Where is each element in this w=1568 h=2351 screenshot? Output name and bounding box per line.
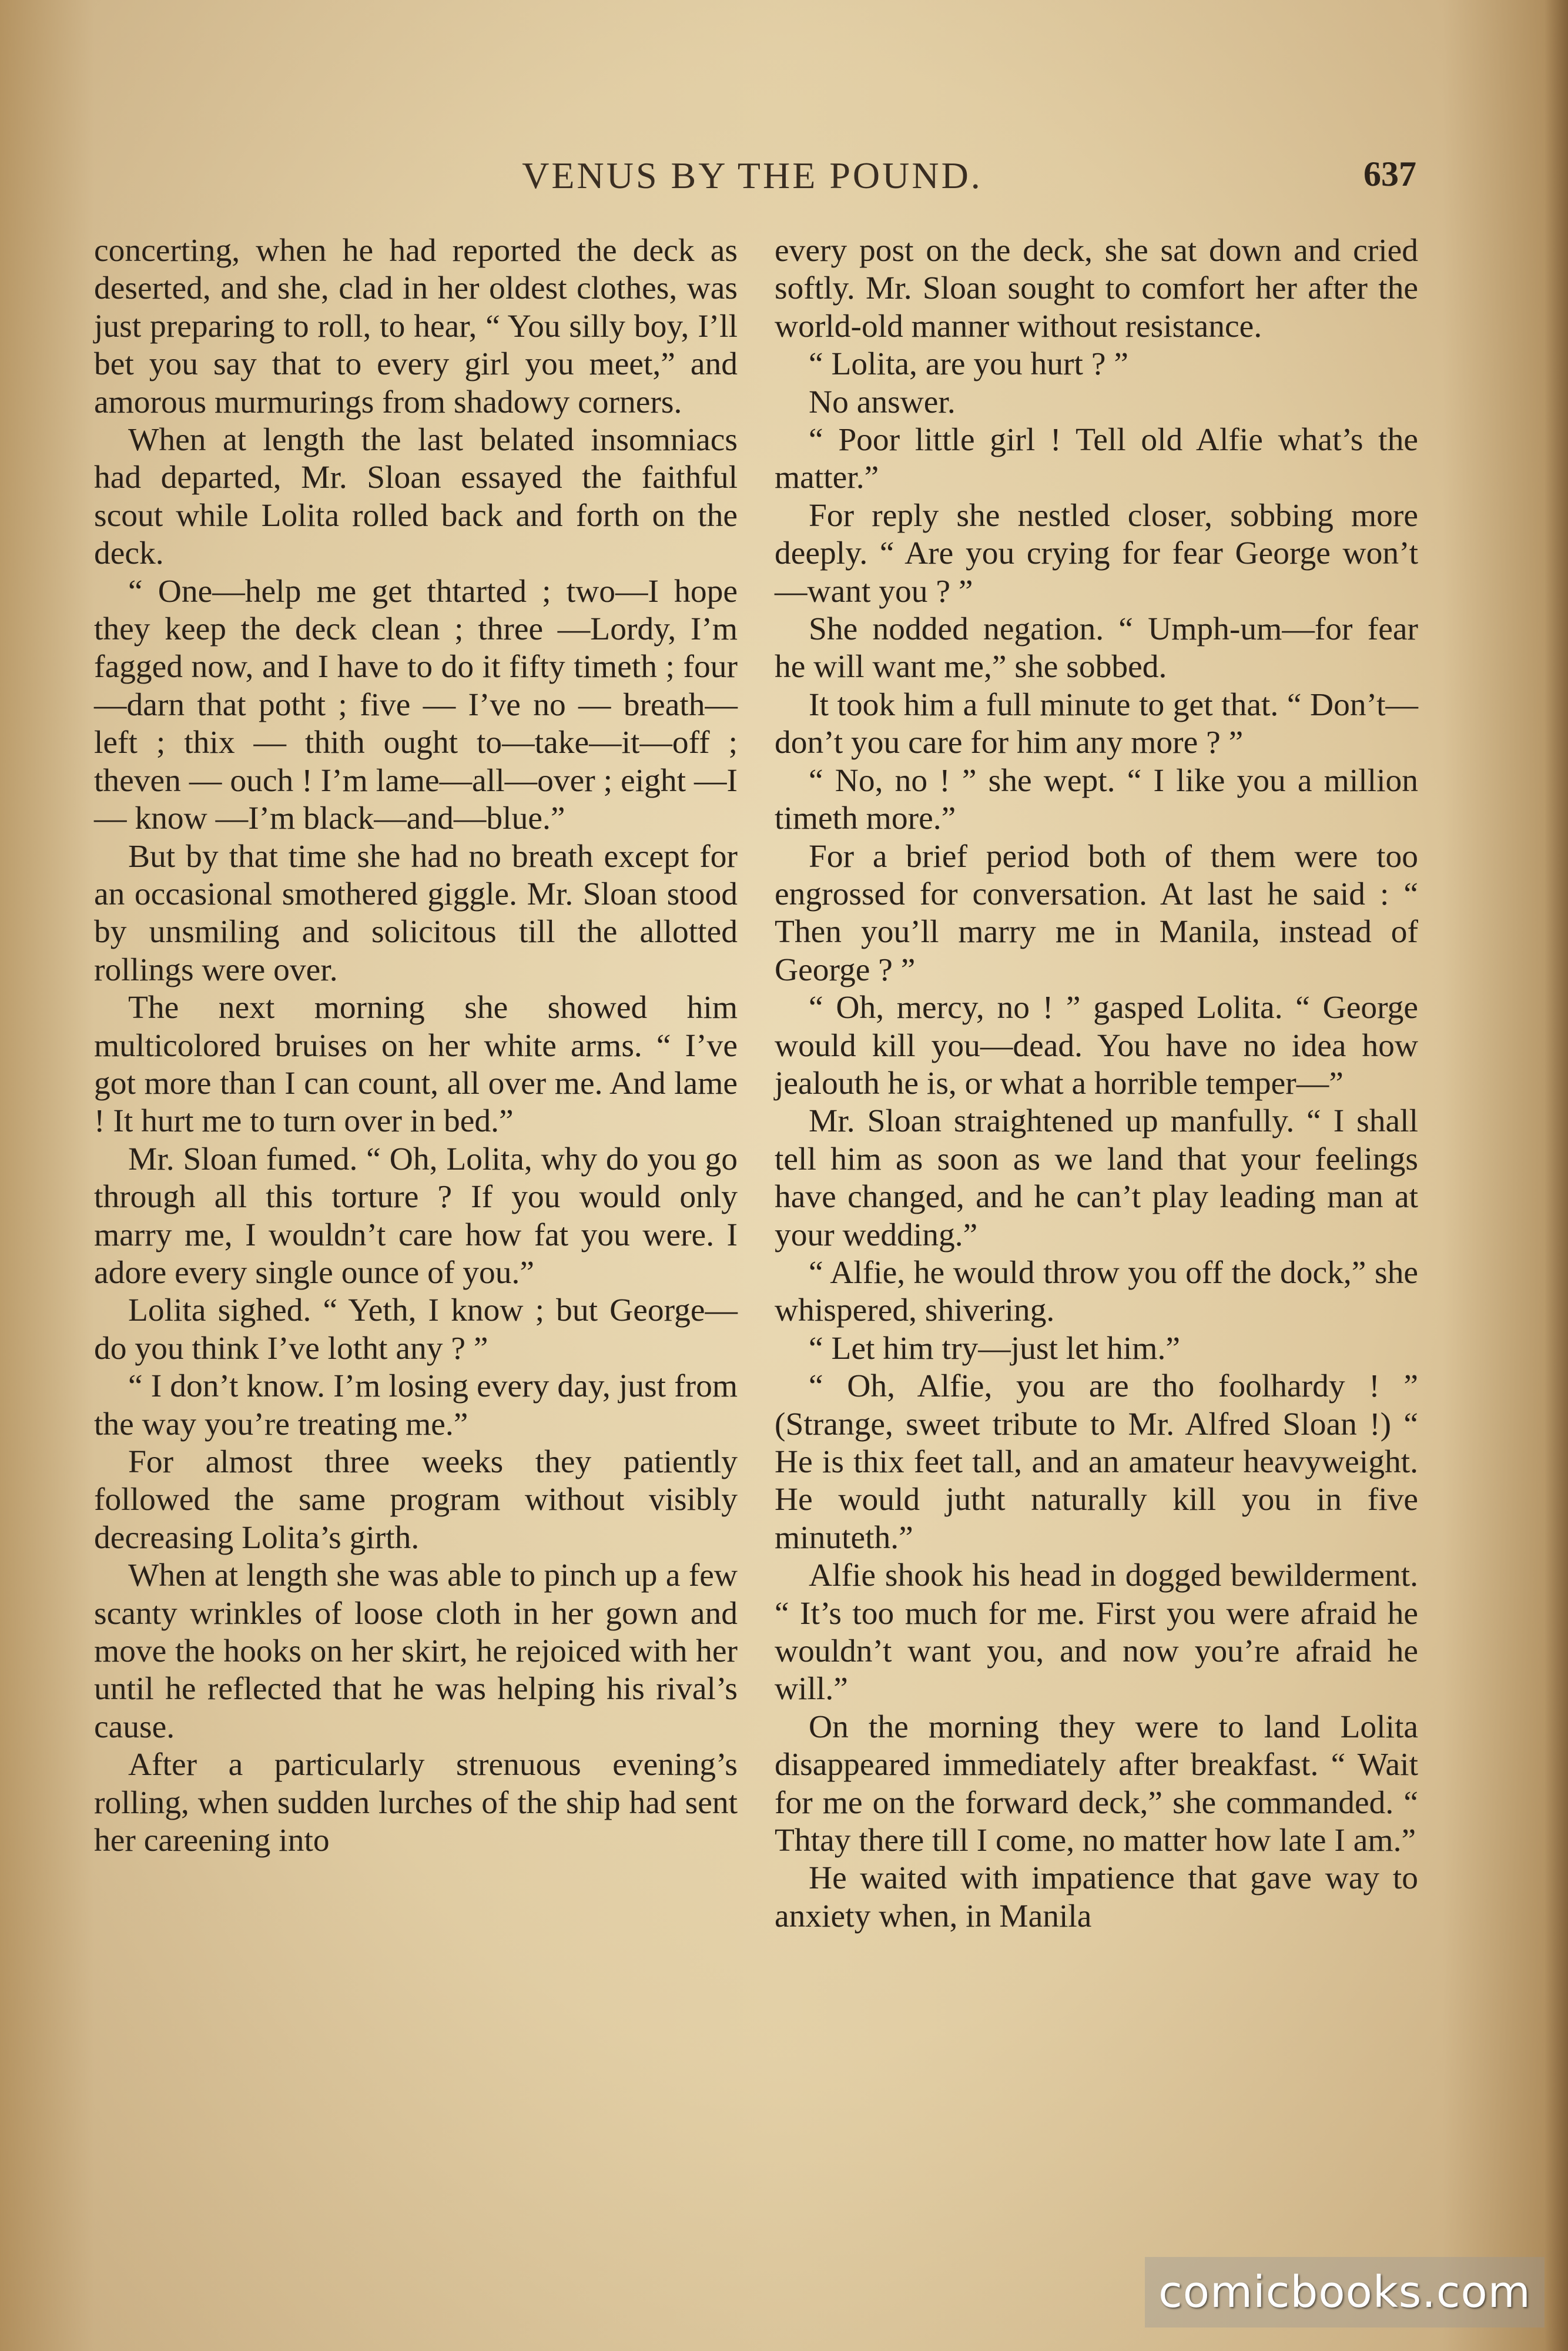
paragraph: Alfie shook his head in dogged bewilderment. “ It’s too much for me. First you were afraid he wouldn’t want you, and now you’re afraid he will.” — [775, 1558, 1418, 1707]
text-column-left — [94, 232, 738, 1860]
paragraph: “ Oh, mercy, no ! ” gasped Lolita. “ George would kill you—dead. You have no idea how jealouth he is, or what a horrible temper—” — [775, 990, 1418, 1101]
paragraph: But by that time she had no breath except for an occasional smothered giggle. Mr. Sloan stood by unsmiling and solicitous till the allotted rollings were over. — [94, 838, 738, 988]
paragraph: After a particularly strenuous evening’s rolling, when sudden lurches of the ship had sent her careening into — [94, 1747, 738, 1859]
paragraph: For a brief period both of them were too engrossed for conversation. At last he said : “ Then you’ll marry me in Manila, instead of George ? ” — [775, 838, 1418, 988]
paragraph: The next morning she showed him multicolored bruises on her white arms. “ I’ve got more than I can count, all over me. And lame ! It hurt me to turn over in bed.” — [94, 990, 738, 1140]
paragraph: On the morning they were to land Lolita disappeared immediately after breakfast. “ Wait for me on the forward deck,” she commanded. “ Thtay there till I come, no matter how late I am.” — [775, 1709, 1418, 1859]
paragraph: “ One—help me get thtarted ; two—I hope they keep the deck clean ; three —Lordy, I’m fagged now, and I have to do it fifty timeth ; four—darn that potht ; five — I’ve no — breath—left ; thix — thith ought to—take—it—off ; theven — ouch ! I’m lame—all—over ; eight —I — know —I’m black—and—blue.” — [94, 573, 738, 837]
paragraph: “ No, no ! ” she wept. “ I like you a million timeth more.” — [775, 762, 1418, 837]
paragraph: Lolita sighed. “ Yeth, I know ; but George—do you think I’ve lotht any ? ” — [94, 1292, 738, 1367]
text-column-right — [775, 232, 1418, 1935]
paragraph: “ Alfie, he would throw you off the dock,” she whispered, shivering. — [775, 1254, 1418, 1329]
paragraph: For reply she nestled closer, sobbing more deeply. “ Are you crying for fear George won’t—want you ? ” — [775, 497, 1418, 609]
paragraph: “ Oh, Alfie, you are tho foolhardy ! ” (Strange, sweet tribute to Mr. Alfred Sloan !) “ He is thix feet tall, and an amateur heavyweight. He would jutht naturally kill you in five minuteth.” — [775, 1368, 1418, 1556]
site-watermark: comicbooks.com — [1145, 2257, 1544, 2327]
paragraph: “ Poor little girl ! Tell old Alfie what’s the matter.” — [775, 422, 1418, 496]
paragraph: “ Lolita, are you hurt ? ” — [809, 346, 1128, 383]
paragraph: When at length the last belated insomniacs had departed, Mr. Sloan essayed the faithful scout while Lolita rolled back and forth on the deck. — [94, 422, 738, 572]
page-edge-shadow — [1544, 0, 1568, 2351]
paragraph: every post on the deck, she sat down and cried softly. Mr. Sloan sought to comfort her after the world-old manner without resistance. — [775, 233, 1418, 344]
paragraph: It took him a full minute to get that. “ Don’t—don’t you care for him any more ? ” — [775, 686, 1418, 761]
paragraph: Mr. Sloan fumed. “ Oh, Lolita, why do you go through all this torture ? If you would only marry me, I wouldn’t care how fat you were. I adore every single ounce of you.” — [94, 1141, 738, 1291]
paragraph: When at length she was able to pinch up a few scanty wrinkles of loose cloth in her gown and move the hooks on her skirt, he rejoiced with her until he reflected that he was helping his rival’s cause. — [94, 1558, 738, 1745]
page-header — [88, 154, 1416, 201]
paragraph: For almost three weeks they patiently followed the same program without visibly decreasing Lolita’s girth. — [94, 1444, 738, 1556]
page-number: 637 — [1363, 155, 1416, 193]
paragraph: concerting, when he had reported the deck as deserted, and she, clad in her oldest clothes, was just preparing to roll, to hear, “ You silly boy, I’ll bet you say that to every girl you meet,” and amorous murmurings from shadowy corners. — [94, 233, 738, 420]
paragraph: “ I don’t know. I’m losing every day, just from the way you’re treating me.” — [94, 1368, 738, 1442]
paragraph: He waited with impatience that gave way to anxiety when, in Manila — [775, 1860, 1418, 1934]
paragraph: “ Let him try—just let him.” — [809, 1330, 1180, 1367]
running-title: VENUS BY THE POUND. — [522, 155, 983, 196]
paragraph: No answer. — [809, 384, 956, 420]
paragraph: Mr. Sloan straightened up manfully. “ I shall tell him as soon as we land that your feelings have changed, and he can’t play leading man at your wedding.” — [775, 1103, 1418, 1253]
paragraph: She nodded negation. “ Umph-um—for fear he will want me,” she sobbed. — [775, 611, 1418, 685]
